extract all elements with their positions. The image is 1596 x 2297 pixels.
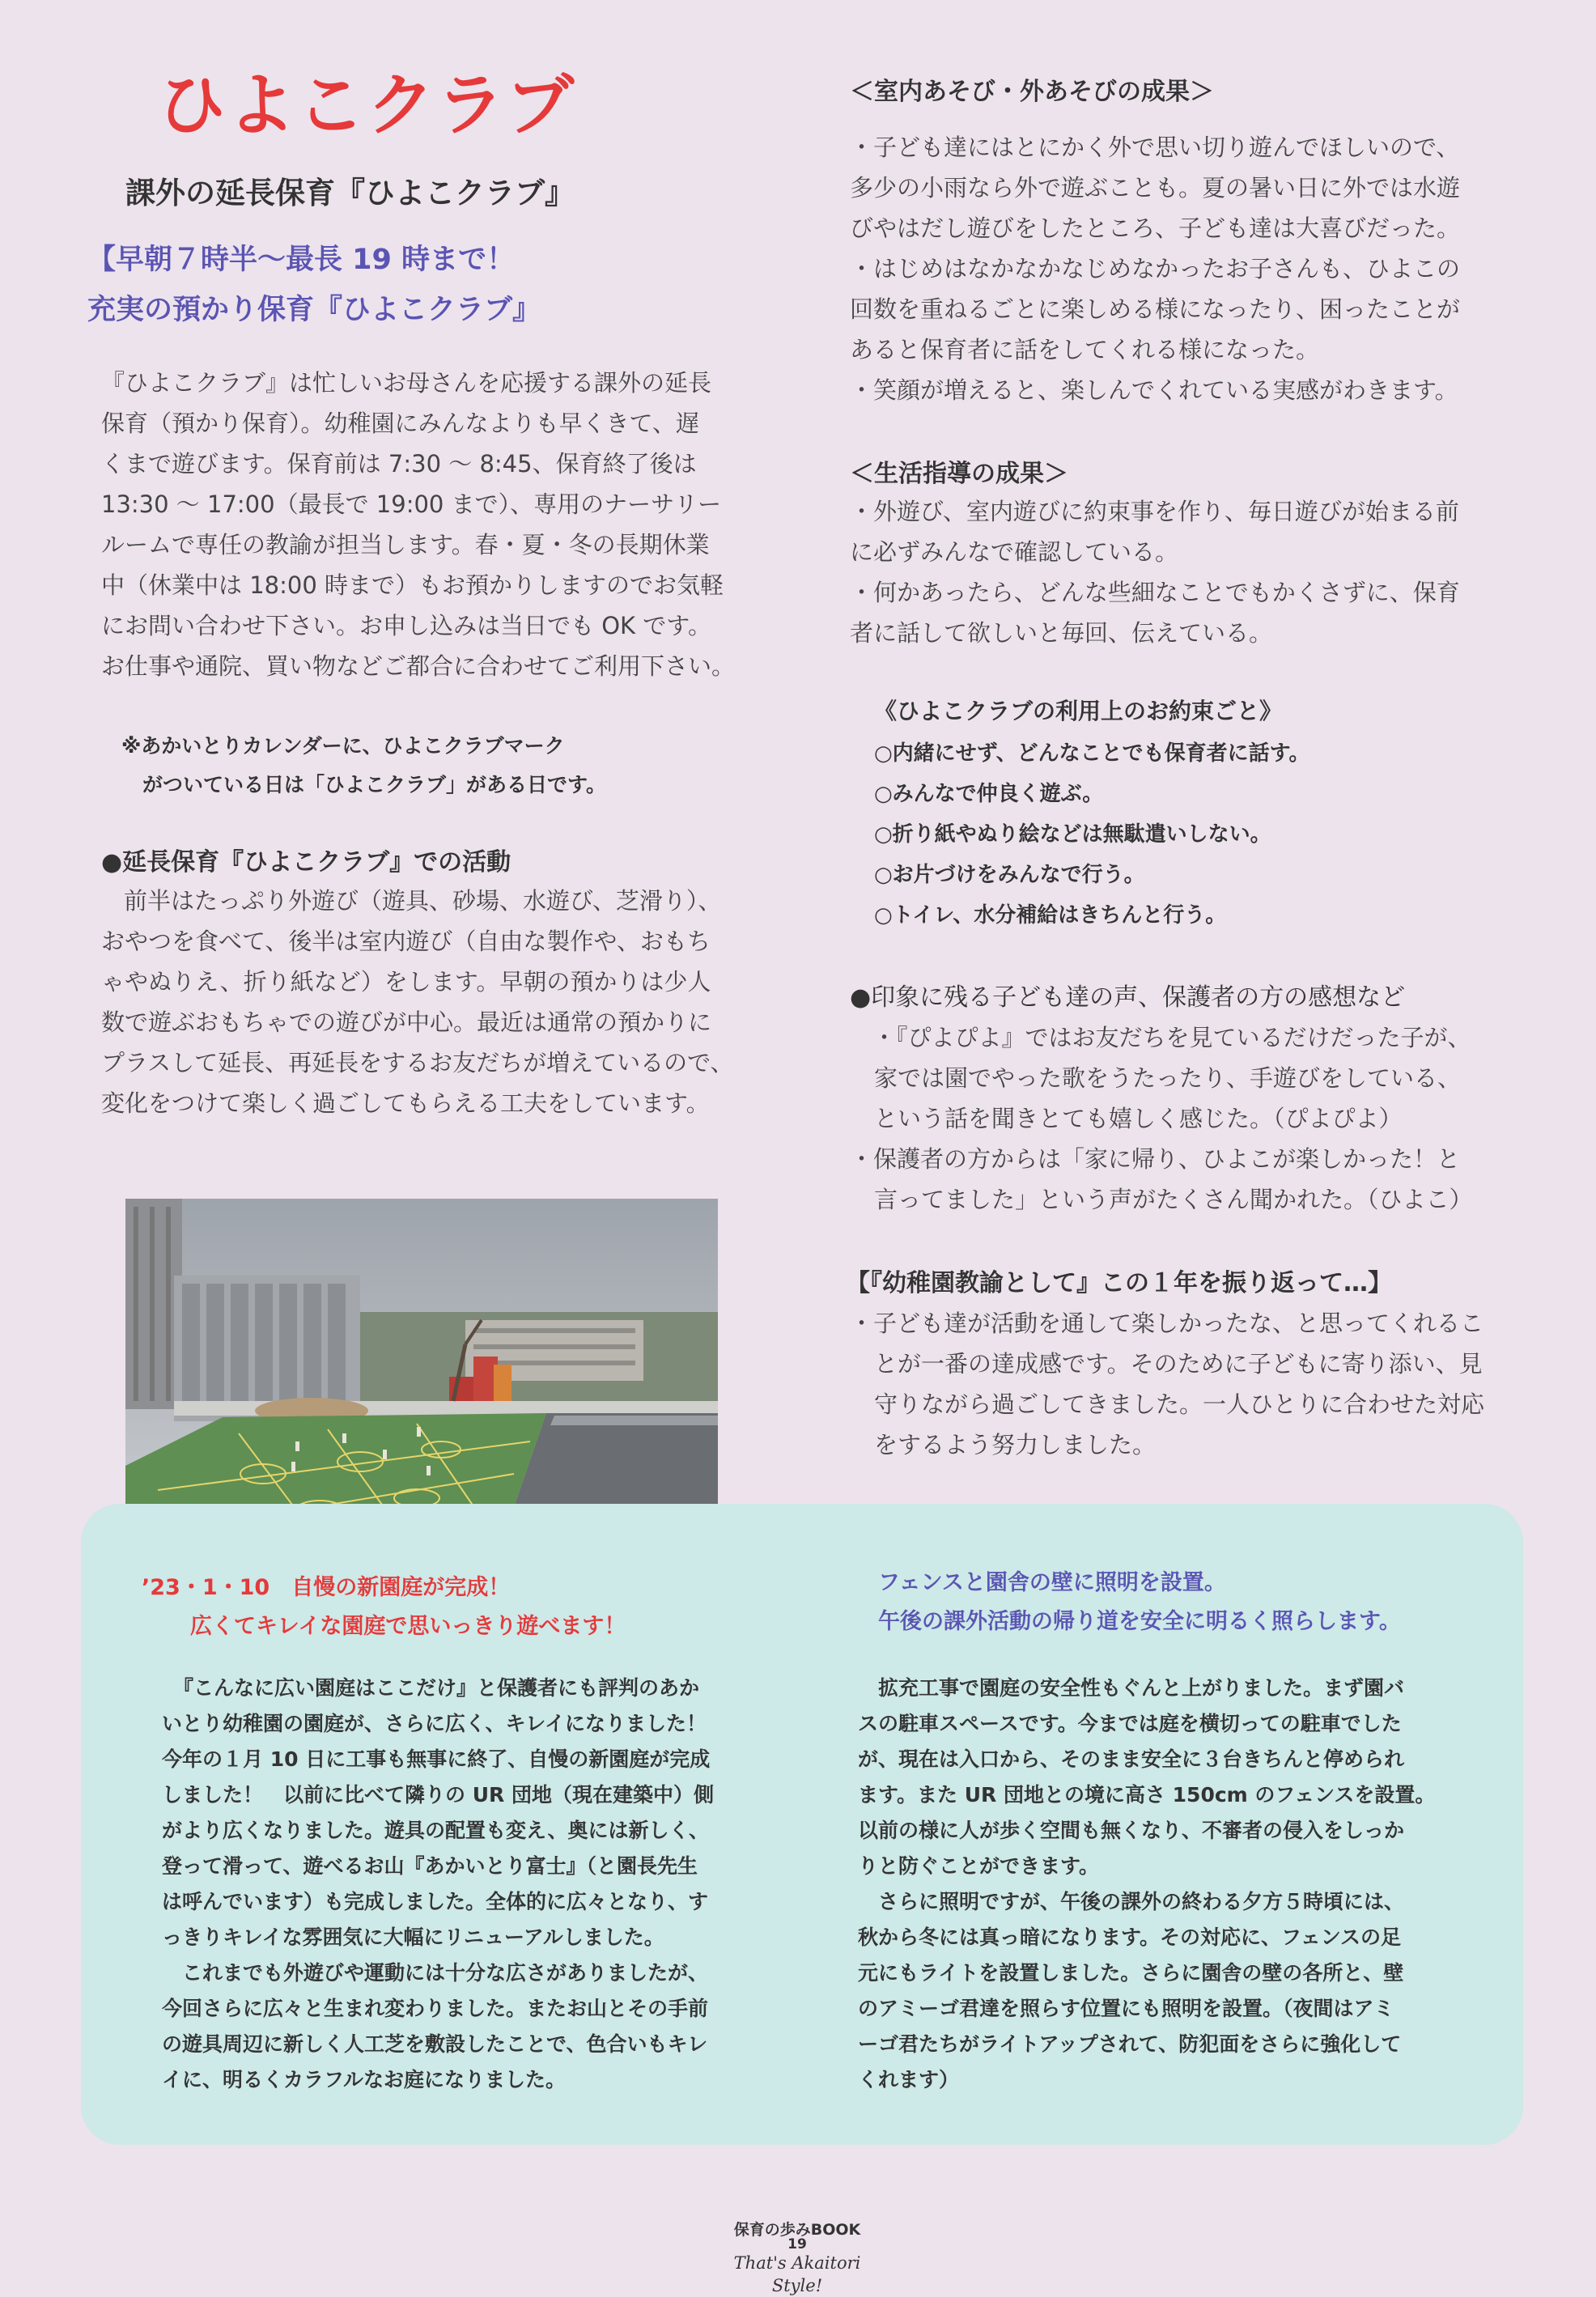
text-line: 守りながら過ごしてきました。一人ひとりに合わせた対応 <box>874 1391 1485 1418</box>
text-line: くれます） <box>858 2068 960 2091</box>
life-results-list <box>850 491 1522 653</box>
lead-line: 充実の預かり保育『ひよこクラブ』 <box>87 294 541 326</box>
text-line: おやつを食べて、後半は室内遊び（自由な製作や、おもち <box>101 928 711 955</box>
text-line: あると保育者に話をしてくれる様になった。 <box>850 336 1320 363</box>
lighting-paragraph <box>858 1671 1473 2098</box>
text-line: 前半はたっぷり外遊び（遊具、砂場、水遊び、芝滑り）、 <box>124 887 722 915</box>
activity-paragraph <box>101 881 749 1123</box>
lighting-heading <box>878 1564 1401 1641</box>
text-line: ルームで専任の教諭が担当します。春・夏・冬の長期休業 <box>101 531 710 558</box>
text-line: をするよう努力しました。 <box>874 1431 1157 1458</box>
text-line: スの駐車スペースです。今までは庭を横切っての駐車でした <box>858 1712 1402 1735</box>
rules-heading: 《ひよこクラブの利用上のお約束ごと》 <box>874 698 1283 724</box>
text-line: ・子ども達が活動を通して楽しかったな、と思ってくれるこ <box>850 1310 1484 1337</box>
playground-photo <box>125 1199 718 1531</box>
text-line: お仕事や通院、買い物などご都合に合わせてご利用下さい。 <box>101 652 736 680</box>
text-line: 元にもライトを設置しました。さらに園舎の壁の各所と、壁 <box>858 1961 1404 1985</box>
text-line: にお問い合わせ下さい。お申し込みは当日でも OK です。 <box>101 612 711 639</box>
text-line: の遊具周辺に新しく人工芝を敷設したことで、色合いもキレ <box>162 2032 708 2056</box>
garden-paragraph <box>162 1671 745 2098</box>
impressions-heading: ●印象に残る子ども達の声、保護者の方の感想など <box>850 983 1406 1012</box>
text-line: 午後の課外活動の帰り道を安全に明るく照らします。 <box>878 1609 1401 1634</box>
rule-item: ○折り紙やぬり絵などは無駄遣いしない。 <box>874 822 1271 847</box>
text-line: ・笑顔が増えると、楽しんでくれている実感がわきます。 <box>850 376 1458 404</box>
text-line: 回数を重ねるごとに楽しめる様になったり、困ったことが <box>850 295 1461 323</box>
text-line: ・子ども達にはとにかく外で思い切り遊んでほしいので、 <box>850 134 1460 161</box>
text-line: これまでも外遊びや運動には十分な広さがありましたが、 <box>162 1961 709 1985</box>
text-line: ます。また UR 団地との境に高さ 150cm のフェンスを設置。 <box>858 1783 1436 1807</box>
text-line: 言ってました」という声がたくさん聞かれた。（ひよこ） <box>874 1186 1473 1213</box>
text-line: 数で遊ぶおもちゃでの遊びが中心。最近は通常の預かりに <box>101 1008 712 1036</box>
text-line: フェンスと園舎の壁に照明を設置。 <box>878 1570 1226 1595</box>
text-line: ・保護者の方からは「家に帰り、ひよこが楽しかった！と <box>850 1145 1461 1173</box>
text-line: がより広くなりました。遊具の配置も変え、奥には新しく、 <box>162 1819 710 1842</box>
text-line: 広くてキレイな園庭で思いっきり遊べます！ <box>190 1614 626 1639</box>
text-line: りと防ぐことができます。 <box>858 1854 1100 1878</box>
text-line: という話を聞きとても嬉しく感じた。（ぴよぴよ） <box>874 1105 1403 1132</box>
text-line: っきりキレイな雰囲気に大幅にリニューアルしました。 <box>162 1925 664 1949</box>
text-line: ゃやぬりえ、折り紙など）をします。早朝の預かりは少人 <box>101 968 711 996</box>
life-results-heading: ＜生活指導の成果＞ <box>850 460 1068 488</box>
text-line: ・外遊び、室内遊びに約束事を作り、毎日遊びが始まる前 <box>850 498 1459 525</box>
text-line: 13:30 〜 17:00（最長で 19:00 まで）、専用のナーサリー <box>101 490 722 518</box>
text-line: プラスして延長、再延長をするお友だちが増えているので、 <box>101 1049 734 1076</box>
impressions-list <box>850 1017 1538 1220</box>
rules-list <box>874 733 1310 936</box>
text-line: 秋から冬には真っ暗になります。その対応に、フェンスの足 <box>858 1925 1402 1949</box>
page-subtitle: 課外の延長保育『ひよこクラブ』 <box>125 176 575 210</box>
text-line: 今年の１月 10 日に工事も無事に終了、自慢の新園庭が完成 <box>162 1747 711 1771</box>
page-title: ひよこクラブ <box>158 66 576 145</box>
lead-heading <box>87 235 541 335</box>
text-line: 『ひよこクラブ』は忙しいお母さんを応援する課外の延長 <box>101 369 712 397</box>
garden-heading <box>142 1569 626 1646</box>
text-line: 多少の小雨なら外で遊ぶことも。夏の暑い日に外では水遊 <box>850 174 1461 202</box>
page-footer <box>712 2222 882 2297</box>
lead-line: 【早朝７時半〜最長 19 時まで！ <box>87 244 516 276</box>
text-line: のアミーゴ君達を照らす位置にも照明を設置。（夜間はアミ <box>858 1997 1394 2020</box>
text-line: 登って滑って、遊べるお山『あかいとり富士』（と園長先生 <box>162 1854 698 1878</box>
text-line: ’23・1・10 自慢の新園庭が完成！ <box>142 1575 511 1600</box>
rule-item: ○お片づけをみんなで行う。 <box>874 863 1145 887</box>
text-line: ・はじめはなかなかなじめなかったお子さんも、ひよこの <box>850 255 1461 282</box>
text-line: 変化をつけて楽しく過ごしてもらえる工夫をしています。 <box>101 1089 710 1117</box>
activity-heading: ●延長保育『ひよこクラブ』での活動 <box>101 848 511 877</box>
text-line: がついている日は「ひよこクラブ」がある日です。 <box>142 773 607 796</box>
rule-item: ○内緒にせず、どんなことでも保育者に話す。 <box>874 741 1310 766</box>
text-line: に必ずみんなで確認している。 <box>850 538 1179 566</box>
text-line: ・『ぴよぴよ』ではお友だちを見ているだけだった子が、 <box>872 1024 1471 1051</box>
rule-item: ○トイレ、水分補給はきちんと行う。 <box>874 903 1227 928</box>
footer-tagline: That's Akaitori Style! <box>733 2253 861 2295</box>
play-results-list <box>850 127 1522 410</box>
text-line: ・何かあったら、どんな些細なことでもかくさずに、保育 <box>850 579 1460 606</box>
text-line: が、現在は入口から、そのまま安全に３台きちんと停められ <box>858 1747 1405 1771</box>
page-number: 19 <box>787 2236 807 2252</box>
text-line: 家では園でやった歌をうたったり、手遊びをしている、 <box>874 1064 1462 1092</box>
text-line: くまで遊びます。保育前は 7:30 〜 8:45、保育終了後は <box>101 450 697 478</box>
text-line: びやはだし遊びをしたところ、子ども達は大喜びだった。 <box>850 214 1461 242</box>
reflection-paragraph <box>850 1303 1522 1465</box>
play-results-heading: ＜室内あそび・外あそびの成果＞ <box>850 78 1214 106</box>
text-line: イに、明るくカラフルなお庭になりました。 <box>162 2068 567 2091</box>
text-line: しました！ 以前に比べて隣りの UR 団地（現在建築中）側 <box>162 1783 714 1807</box>
text-line: 以前の様に人が歩く空間も無くなり、不審者の侵入をしっか <box>858 1819 1405 1842</box>
text-line: 今回さらに広々と生まれ変わりました。またお山とその手前 <box>162 1997 709 2020</box>
rule-item: ○みんなで仲良く遊ぶ。 <box>874 782 1104 806</box>
reflection-heading: 【『幼稚園教諭として』この１年を振り返って…】 <box>846 1269 1392 1297</box>
text-line: 拡充工事で園庭の安全性もぐんと上がりました。まず園バ <box>858 1676 1405 1700</box>
text-line: さらに照明ですが、午後の課外の終わる夕方５時頃には、 <box>858 1890 1405 1913</box>
text-line: ※あかいとりカレンダーに、ひよこクラブマーク <box>121 734 565 758</box>
text-line: とが一番の達成感です。そのために子どもに寄り添い、見 <box>874 1350 1483 1378</box>
text-line: 『こんなに広い園庭はここだけ』と保護者にも評判のあか <box>173 1676 700 1700</box>
footer-book-title: 保育の歩みBOOK <box>733 2221 861 2239</box>
text-line: は呼んでいます）も完成しました。全体的に広々となり、す <box>162 1890 709 1913</box>
text-line: ーゴ君たちがライトアップされて、防犯面をさらに強化して <box>858 2032 1402 2056</box>
text-line: いとり幼稚園の園庭が、さらに広く、キレイになりました！ <box>162 1712 707 1735</box>
text-line: 中（休業中は 18:00 時まで）もお預かりしますのでお気軽 <box>101 571 724 599</box>
intro-paragraph <box>101 363 749 686</box>
text-line: 者に話して欲しいと毎回、伝えている。 <box>850 619 1273 647</box>
text-line: 保育（預かり保育）。幼稚園にみんなよりも早くきて、遅 <box>101 410 699 437</box>
calendar-note <box>121 727 688 805</box>
